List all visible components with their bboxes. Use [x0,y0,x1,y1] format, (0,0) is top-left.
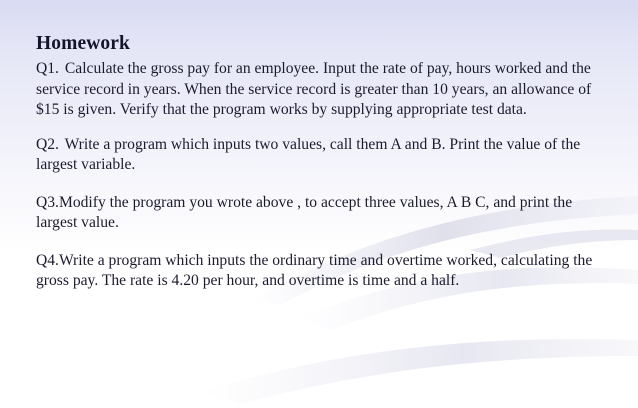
content-area [36,33,616,292]
question-1-label: Q1. [36,60,59,77]
swoosh-band-lower [200,339,638,404]
question-4 [36,251,616,292]
question-3 [36,193,616,234]
question-3-text: Modify the program you wrote above , to accept three values, A B C, and print the largest value. [36,193,573,231]
question-4-label: Q4. [36,251,59,269]
question-2 [36,135,616,176]
question-1 [36,59,616,121]
question-3-label: Q3. [36,193,59,211]
question-2-text: Write a program which inputs two values, call them A and B. Print the value of the largest variable. [36,135,581,173]
question-4-text: Write a program which inputs the ordinary time and overtime worked, calculating the gross pay. The rate is 4.20 per hour, and overtime is time and a half. [36,251,593,289]
question-2-label: Q2. [36,135,59,153]
question-1-text: Calculate the gross pay for an employee. Input the rate of pay, hours worked and the service record in years. When the service record is greater than 10 years, an allowance of $15 is given. Verify that the program works by supplying appropriate test data. [36,60,592,118]
page-title: Homework [36,33,130,54]
